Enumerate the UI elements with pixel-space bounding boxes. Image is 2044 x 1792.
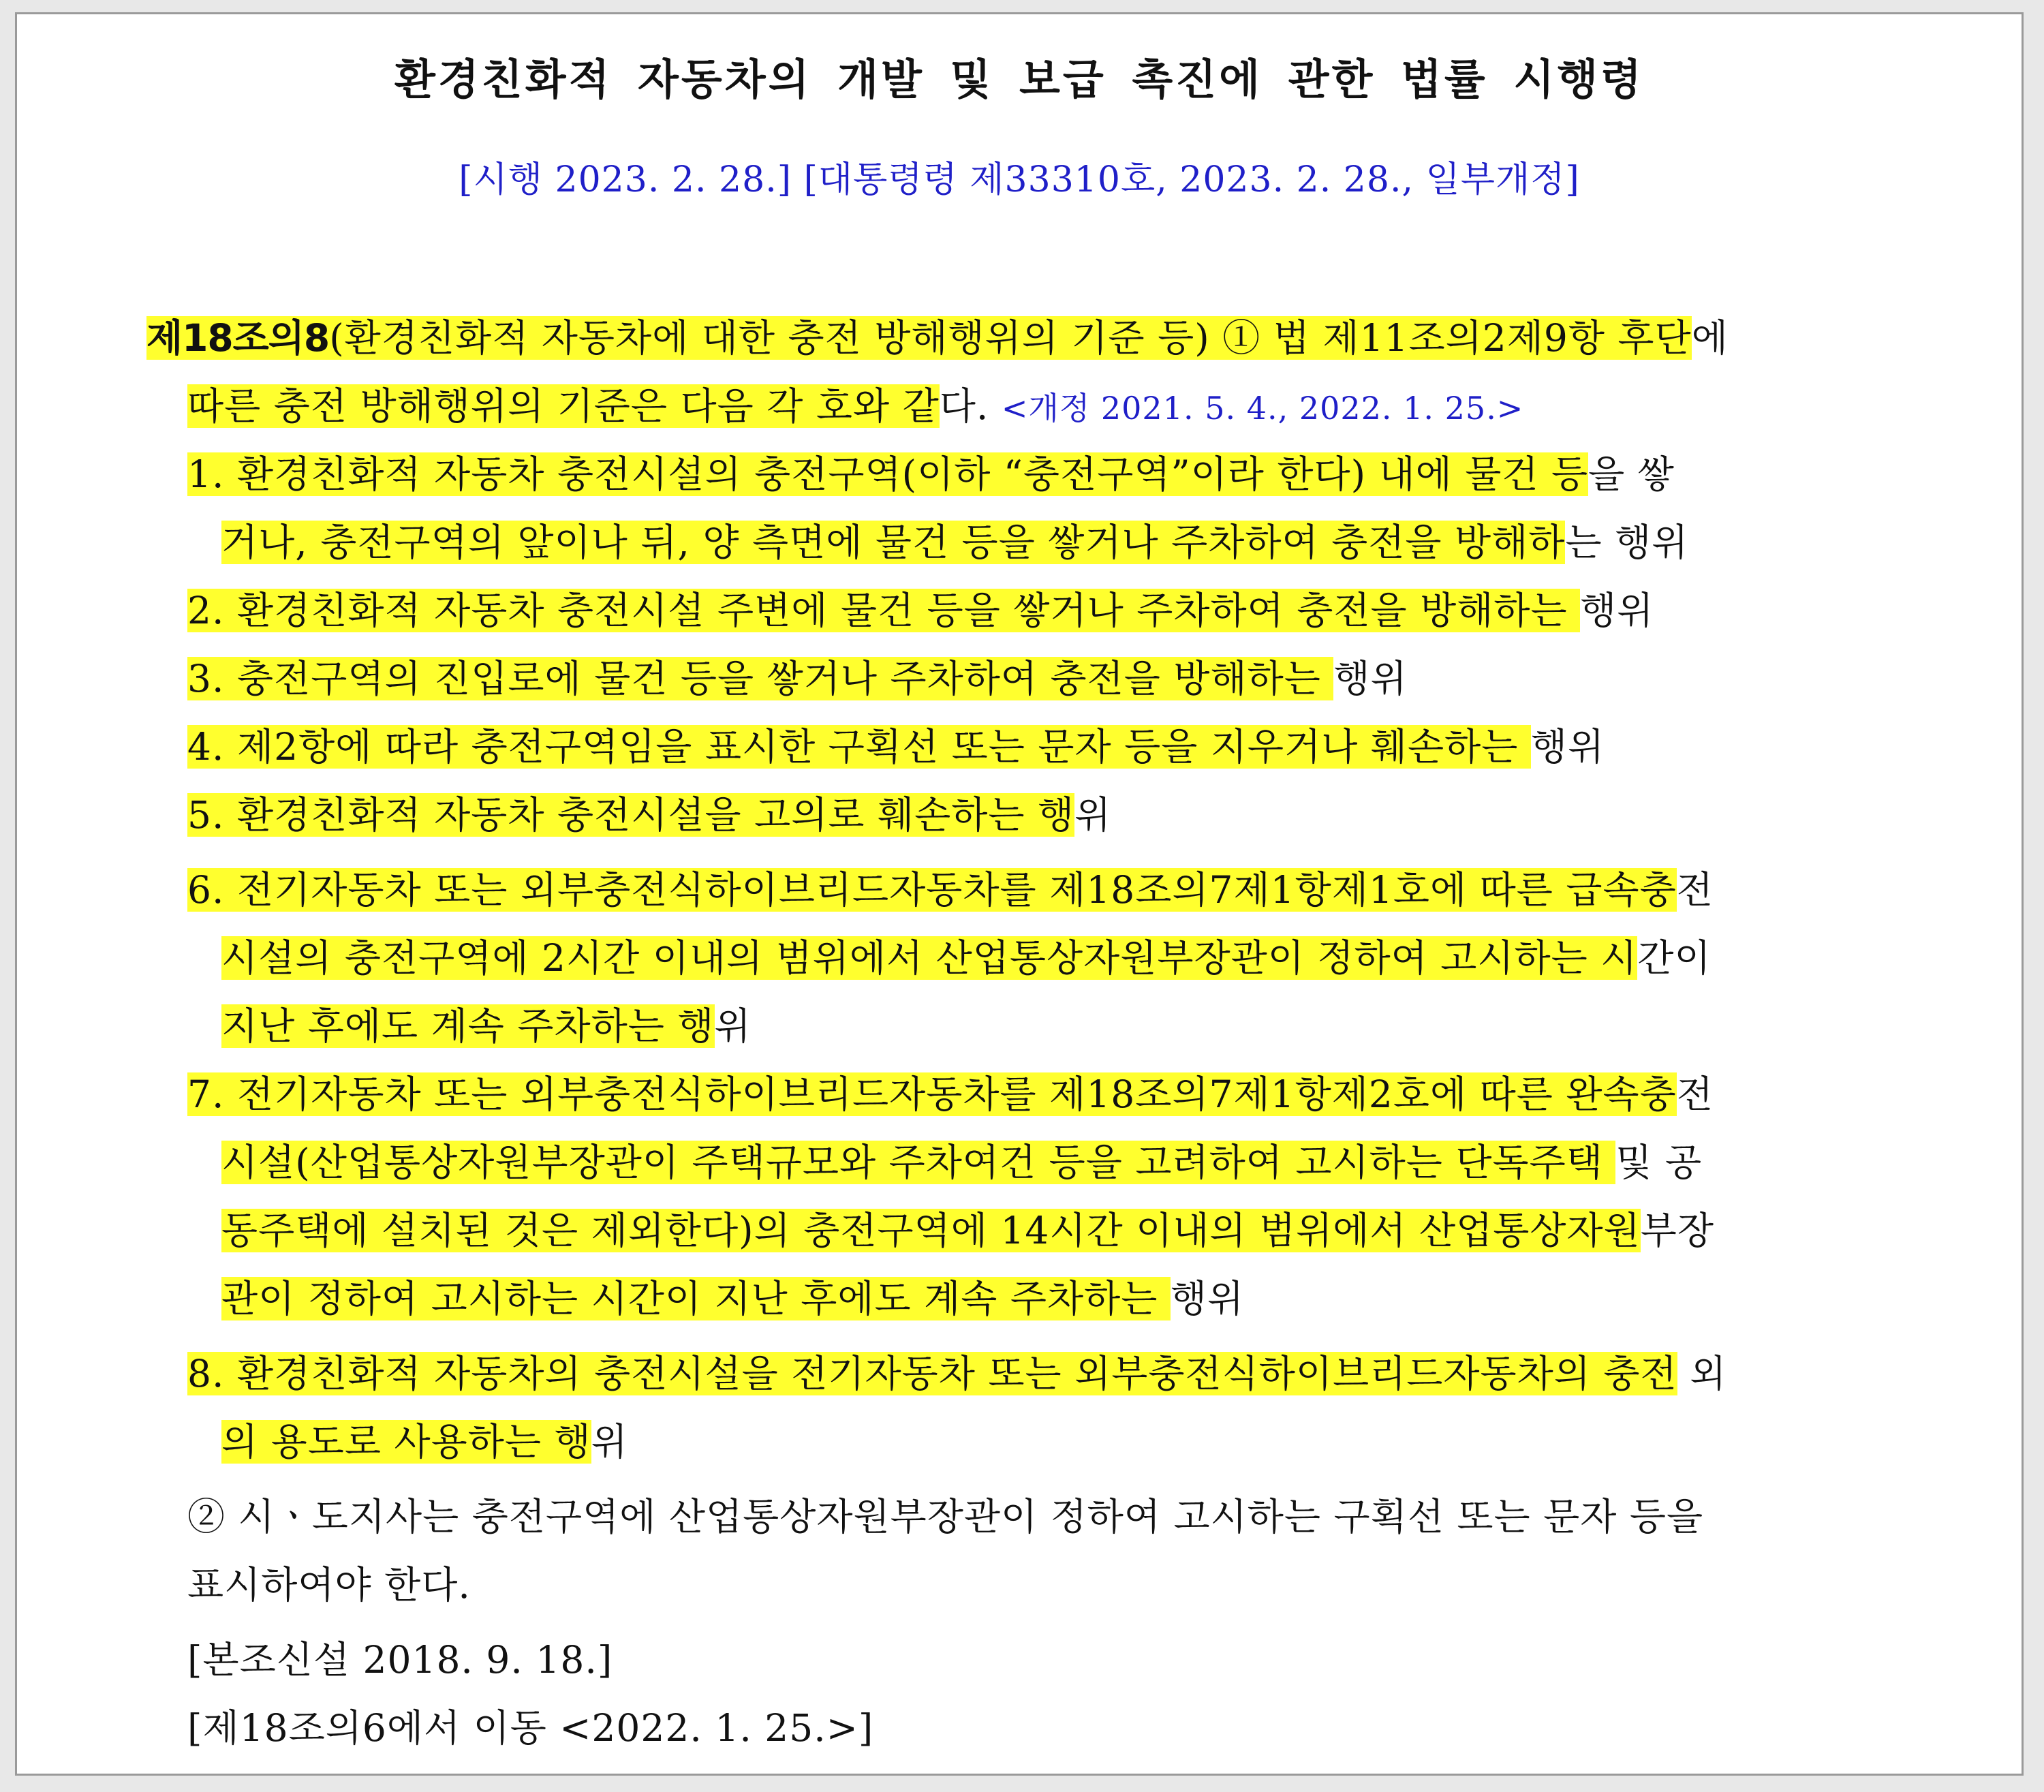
item-tail: 행위 bbox=[1530, 725, 1605, 769]
item-tail: 행위 bbox=[1170, 1277, 1245, 1320]
item-tail: 전 bbox=[1676, 1072, 1714, 1116]
document-title: 환경친화적 자동차의 개발 및 보급 촉진에 관한 법률 시행령 bbox=[394, 55, 1645, 104]
item-highlight: 2. 환경친화적 자동차 충전시설 주변에 물건 등을 쌓거나 주차하여 충전을 방해하는 bbox=[187, 589, 1581, 632]
item-highlight: 관이 정하여 고시하는 시간이 지난 후에도 계속 주차하는 bbox=[221, 1277, 1171, 1320]
item-highlight: 7. 전기자동차 또는 외부충전식하이브리드자동차를 제18조의7제1항제2호에 따른 완속충 bbox=[187, 1072, 1677, 1116]
article-text-highlight: 따른 충전 방해행위의 기준은 다음 각 호와 같 bbox=[187, 384, 940, 428]
paragraph-2-line-1: ② 시ㆍ도지사는 충전구역에 산업통상자원부장관이 정하여 고시하는 구획선 또는 문자 등을 bbox=[187, 1495, 1704, 1539]
item-line bbox=[221, 519, 1688, 566]
item-line bbox=[221, 1418, 628, 1466]
item-highlight: 6. 전기자동차 또는 외부충전식하이브리드자동차를 제18조의7제1항제1호에 따른 급속충 bbox=[187, 868, 1677, 912]
item-line bbox=[221, 1139, 1702, 1186]
item-highlight: 시설의 충전구역에 2시간 이내의 범위에서 산업통상자원부장관이 정하여 고시하는 시 bbox=[221, 936, 1638, 980]
item-tail: 위 bbox=[714, 1004, 752, 1048]
article-heading-tail: 에 bbox=[1691, 316, 1729, 360]
item-line bbox=[221, 934, 1712, 982]
amendment-note: <개정 2021. 5. 4., 2022. 1. 25.> bbox=[1001, 390, 1524, 427]
item-highlight: 1. 환경친화적 자동차 충전시설의 충전구역(이하 “충전구역”이라 한다) 내에 물건 등 bbox=[187, 452, 1589, 496]
item-tail: 을 쌓 bbox=[1588, 452, 1675, 496]
item-tail: 는 행위 bbox=[1565, 521, 1689, 564]
item-tail: 위 bbox=[591, 1420, 628, 1464]
established-note: [본조신설 2018. 9. 18.] bbox=[187, 1638, 613, 1682]
item-line bbox=[187, 587, 1654, 634]
item-highlight: 의 용도로 사용하는 행 bbox=[221, 1420, 591, 1464]
item-tail: 외 bbox=[1677, 1352, 1727, 1395]
article-text-tail: 다. bbox=[939, 384, 1002, 428]
item-tail: 행위 bbox=[1580, 589, 1654, 632]
article-heading-highlight: (환경친화적 자동차에 대한 충전 방해행위의 기준 등) ① 법 제11조의2제9항 후단 bbox=[329, 316, 1692, 360]
item-highlight: 거나, 충전구역의 앞이나 뒤, 양 측면에 물건 등을 쌓거나 주차하여 충전을 방해하 bbox=[221, 521, 1566, 564]
item-highlight: 3. 충전구역의 진입로에 물건 등을 쌓거나 주차하여 충전을 방해하는 bbox=[187, 657, 1334, 700]
item-tail: 부장 bbox=[1640, 1209, 1714, 1252]
item-tail: 간이 bbox=[1637, 936, 1712, 980]
item-line bbox=[187, 866, 1714, 914]
article-number: 제18조의8 bbox=[146, 316, 330, 360]
item-highlight: 지난 후에도 계속 주차하는 행 bbox=[221, 1004, 715, 1048]
moved-note: [제18조의6에서 이동 <2022. 1. 25.>] bbox=[187, 1706, 874, 1750]
item-highlight: 8. 환경친화적 자동차의 충전시설을 전기자동차 또는 외부충전식하이브리드자동차의 충전 bbox=[187, 1352, 1677, 1395]
item-tail: 및 공 bbox=[1615, 1141, 1703, 1184]
item-line bbox=[187, 655, 1408, 702]
paragraph-2-line-2: 표시하여야 한다. bbox=[187, 1563, 471, 1607]
article-line-1 bbox=[146, 314, 1729, 362]
item-line bbox=[187, 1070, 1714, 1118]
item-tail: 행위 bbox=[1333, 657, 1408, 700]
article-line-2 bbox=[187, 382, 1523, 432]
item-line bbox=[187, 791, 1111, 839]
item-highlight: 시설(산업통상자원부장관이 주택규모와 주차여건 등을 고려하여 고시하는 단독주택 bbox=[221, 1141, 1616, 1184]
item-line bbox=[187, 723, 1605, 771]
item-tail: 전 bbox=[1676, 868, 1714, 912]
item-highlight: 동주택에 설치된 것은 제외한다)의 충전구역에 14시간 이내의 범위에서 산업통상자원 bbox=[221, 1209, 1641, 1252]
item-highlight: 5. 환경친화적 자동차 충전시설을 고의로 훼손하는 행 bbox=[187, 793, 1075, 837]
enforcement-info: [시행 2023. 2. 28.] [대통령령 제33310호, 2023. 2. 28., 일부개정] bbox=[459, 159, 1580, 200]
item-highlight: 4. 제2항에 따라 충전구역임을 표시한 구획선 또는 문자 등을 지우거나 훼손하는 bbox=[187, 725, 1531, 769]
item-line bbox=[221, 1275, 1244, 1323]
item-line bbox=[187, 450, 1675, 498]
item-tail: 위 bbox=[1074, 793, 1112, 837]
item-line bbox=[187, 1350, 1726, 1397]
item-line bbox=[221, 1207, 1714, 1254]
document-page bbox=[15, 12, 2024, 1776]
item-line bbox=[221, 1002, 752, 1050]
